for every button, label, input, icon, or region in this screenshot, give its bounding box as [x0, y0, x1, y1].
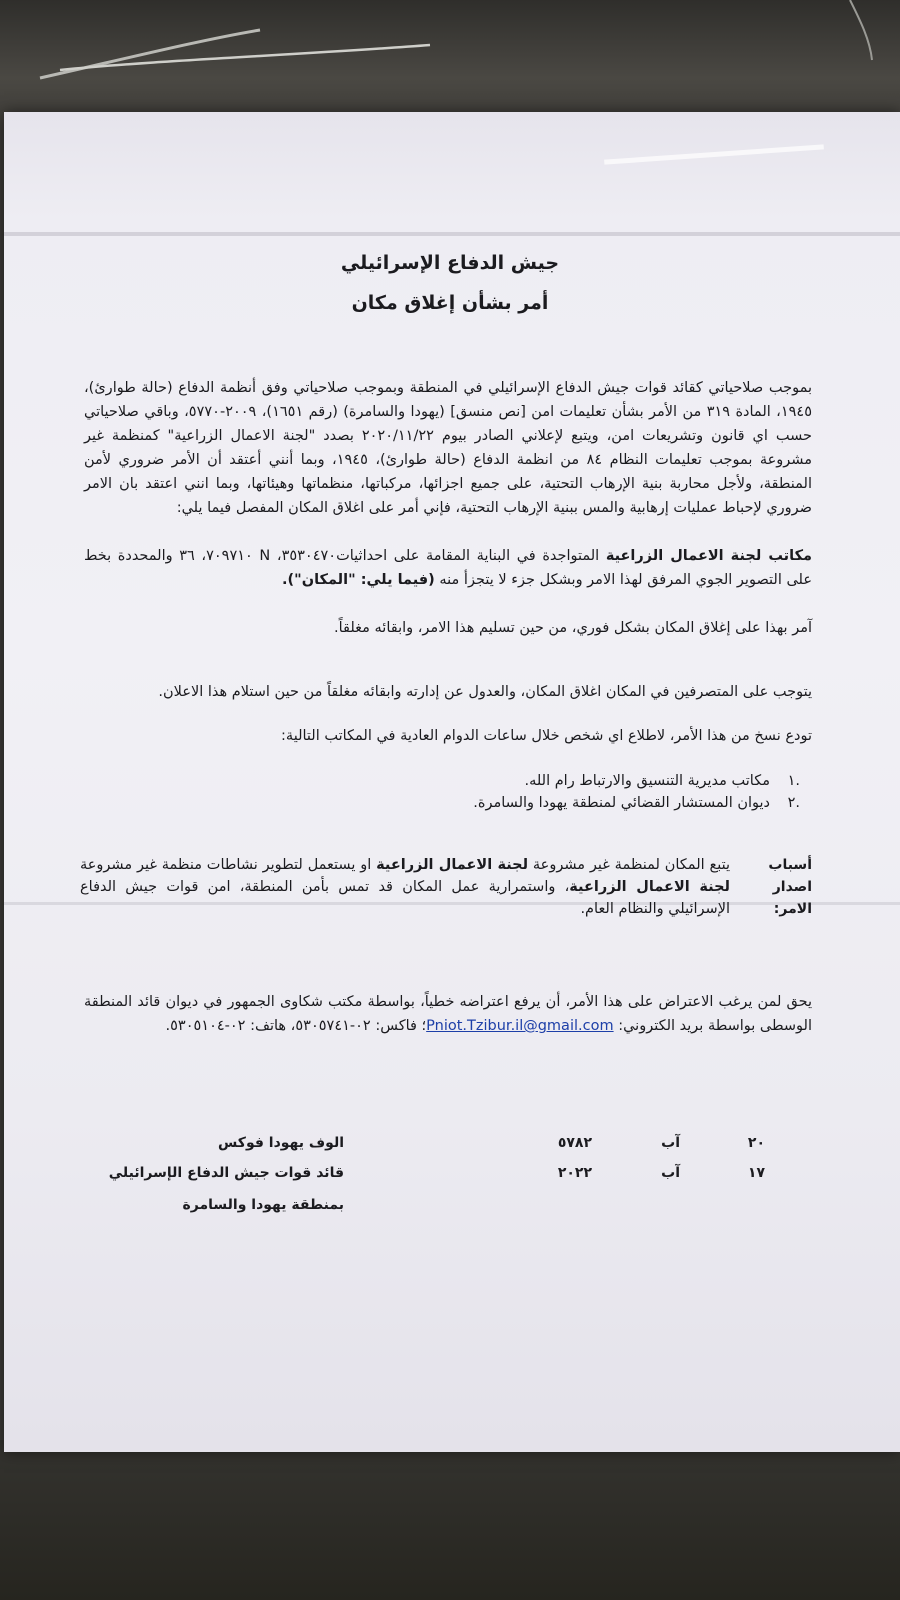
appeal-paragraph: [84, 990, 812, 1038]
gregorian-date-year: ٢٠٢٢: [557, 1165, 592, 1181]
hebrew-date-year: ٥٧٨٢: [557, 1135, 592, 1151]
hebrew-date-month: آب: [661, 1135, 680, 1151]
gregorian-date-day: ١٧: [747, 1165, 765, 1181]
list-text: مكاتب مديرية التنسيق والارتباط رام الله.: [524, 773, 770, 789]
document-title: جيش الدفاع الإسرائيلي: [340, 252, 560, 274]
reasons-label: أسباب اصدار الامر:: [768, 857, 812, 917]
signature-region: بمنطقة يهودا والسامرة: [182, 1197, 344, 1213]
list-item: [200, 770, 800, 792]
appeal-contacts: ؛ فاكس: ٠٢-٥٣٠٥٧٤١، هاتف: ٠٢-٥٣٠٥١٠٤.: [165, 1018, 427, 1034]
location-paragraph: [84, 544, 812, 592]
wall-background-bottom: [0, 1440, 900, 1600]
location-tail: (فيما يلي: "المكان").: [282, 572, 435, 588]
authority-paragraph: بموجب صلاحياتي كقائد قوات جيش الدفاع الإسرائيلي في المنطقة وبموجب صلاحياتي وفق أنظمة الدفاع (حالة طوارئ)، ١٩٤٥، المادة ٣١٩ من الأمر بشأن تعليمات امن [نص منسق] (يهودا والسامرة) (رقم ١٦٥١)، ٢٠٠٩-٥٧٧٠، وباقي صلاحياتي حسب اي قانون وتشريعات امن، ويتبع لإعلاني الصادر بيوم ٢٠٢٠/١١/٢٢ بصدد "لجنة الاعمال الزراعية" كمنظمة غير مشروعة بموجب تعليمات النظام ٨٤ من انظمة الدفاع (حالة طوارئ)، ١٩٤٥، وبما أنني أعتقد أن الأمر ضروري لأمن المنطقة، ولأجل محاربة بنية الإرهاب التحتية، على جميع اجزائها، مركباتها، منظماتها وهيئاتها، وبما انني اعتقد بان الامر ضروري لإحباط عمليات إرهابية والمس ببنية الإرهاب التحتية، فإني أمر على اغلاق المكان المفصل فيما يلي:: [84, 380, 812, 516]
reasons-part: او يستعمل لتطوير نشاطات منظمة غير مشروعة: [80, 857, 377, 873]
list-number: .١: [787, 773, 800, 789]
document-subtitle: أمر بشأن إغلاق مكان: [351, 292, 549, 314]
list-text: ديوان المستشار القضائي لمنطقة يهودا والسامرة.: [473, 795, 770, 811]
occupants-obligation-text: يتوجب على المتصرفين في المكان اغلاق المكان، والعدول عن إدارته وابقائه مغلقاً من حين استلام هذا الاعلان.: [158, 684, 812, 700]
closure-order-text: آمر بهذا على إغلاق المكان بشكل فوري، من حين تسليم هذا الامر، وابقائه مغلقاً.: [333, 620, 812, 636]
appeal-text: يحق لمن يرغب الاعتراض على هذا الأمر، أن يرفع اعتراضه خطياً، بواسطة مكتب شكاوى الجمهور في ديوان قائد المنطقة الوسطى بواسطة بريد الكتروني:: [84, 994, 812, 1034]
reasons-bold: لجنة الاعمال الزراعية: [569, 879, 730, 895]
reasons-bold: لجنة الاعمال الزراعية: [376, 857, 529, 873]
copies-deposit-text: تودع نسخ من هذا الأمر، لاطلاع اي شخص خلال ساعات الدوام العادية في المكاتب التالية:: [281, 728, 812, 744]
reasons-part: يتبع المكان لمنظمة غير مشروعة: [528, 857, 730, 873]
signature-name: الوف يهودا فوكس: [218, 1135, 344, 1151]
reasons-text: [80, 854, 730, 920]
location-text: المتواجدة في البناية المقامة على احداثيات٣٥٣٠٤٧٠، N ٧٠٩٧١٠، ٣٦ والمحددة بخط على التصوير الجوي المرفق لهذا الامر وبشكل جزء لا يتجزأ منه: [84, 548, 812, 588]
gregorian-date-month: آب: [661, 1165, 680, 1181]
list-item: [200, 792, 800, 814]
reasons-part: ، واستمرارية عمل المكان قد تمس بأمن المنطقة، امن قوات جيش الدفاع الإسرائيلي والنظام العام.: [80, 879, 730, 917]
location-bold: مكاتب لجنة الاعمال الزراعية: [605, 548, 812, 564]
appeal-email-link[interactable]: Pniot.Tzibur.il@gmail.com: [426, 1018, 614, 1034]
hebrew-date-day: ٢٠: [747, 1135, 765, 1151]
signature-title: قائد قوات جيش الدفاع الإسرائيلي: [108, 1165, 344, 1181]
list-number: .٢: [787, 795, 800, 811]
